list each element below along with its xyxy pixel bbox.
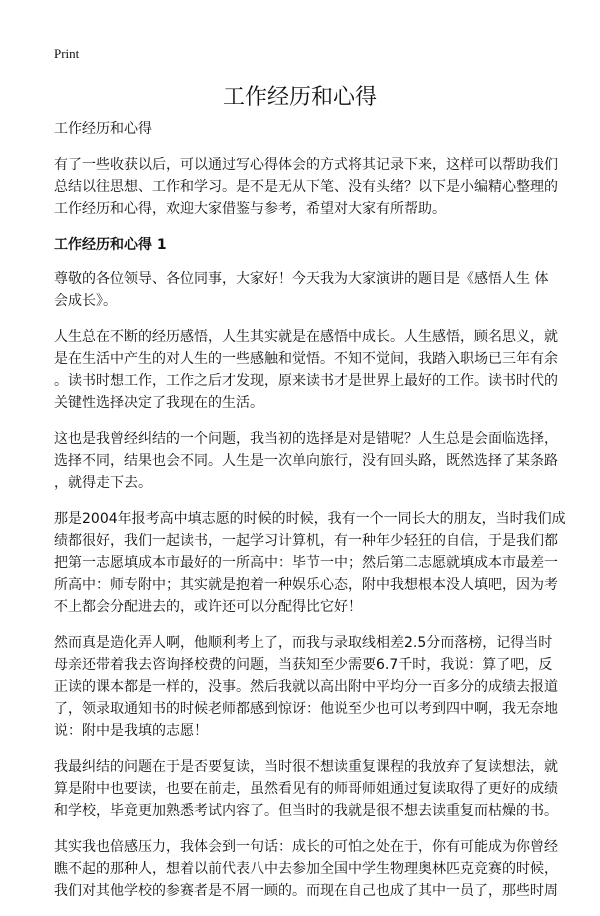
text-line: 。读书时想工作，工作之后才发现，原来读书才是世界上最好的工作。读书时代的	[54, 373, 558, 389]
text-line: 总结以往思想、工作和学习。是不是无从下笔、没有头绪？以下是小编精心整理的	[54, 179, 558, 195]
text-line: 所高中：师专附中；其实就是抱着一种娱乐心态，附中我想根本没人填吧，因为考	[54, 577, 558, 593]
text-line: 会成长》。	[54, 293, 117, 309]
text-line: 和学校，毕竟更加熟悉考试内容了。但当时的我就是很不想去读重复而枯燥的书。	[54, 803, 558, 819]
text-line: 把第一志愿填成本市最好的一所高中：毕节一中；然后第二志愿就填成本市最差一	[54, 555, 558, 571]
page-title: 工作经历和心得	[222, 85, 377, 110]
intro-paragraph	[54, 154, 558, 220]
text-line: 这也是我曾经纠结的一个问题，我当初的选择是对是错呢？人生总是会面临选择，	[54, 431, 558, 447]
body-paragraph	[54, 508, 566, 618]
text-line: 是在生活中产生的对人生的一些感触和觉悟。不知不觉间，我踏入职场已三年有余	[54, 351, 558, 367]
text-line: 那是2004年报考高中填志愿的时候的时候，我有一个一同长大的朋友，当时我们成	[54, 511, 566, 527]
text-line: 绩都很好，我们一起读书，一起学习计算机，有一种年少轻狂的自信，于是我们都	[54, 533, 558, 549]
text-line: 关键性选择决定了我现在的生活。	[54, 395, 264, 411]
body-paragraph	[54, 326, 558, 414]
article-body	[54, 118, 566, 916]
text-line: 工作经历和心得，欢迎大家借鉴与参考，希望对大家有所帮助。	[54, 201, 446, 217]
section-paragraphs	[54, 268, 566, 902]
text-line: 算是附中也要读，也要在前走，虽然看见有的师哥师姐通过复读取得了更好的成绩	[54, 781, 558, 797]
body-paragraph	[54, 428, 558, 494]
text-line: 其实我也倍感压力，我体会到一句话：成长的可怕之处在于，你有可能成为你曾经	[54, 839, 558, 855]
text-line: 尊敬的各位领导、各位同事，大家好！今天我为大家演讲的题目是《感悟人生 体	[54, 271, 549, 287]
text-line: 我最纠结的问题在于是否要复读，当时很不想读重复课程的我放弃了复读想法，就	[54, 759, 558, 775]
text-line: 选择不同，结果也会不同。人生是一次单向旅行，没有回头路，既然选择了某条路	[54, 453, 558, 469]
text-line: 不上都会分配进去的，或许还可以分配得比它好！	[54, 599, 362, 615]
text-line: 了，领录取通知书的时候老师都感到惊讶：他说至少也可以考到四中啊，我无奈地	[54, 701, 558, 717]
text-line: 有了一些收获以后，可以通过写心得体会的方式将其记录下来，这样可以帮助我们	[54, 157, 558, 173]
body-paragraph	[54, 632, 558, 742]
text-line: 人生总在不断的经历感悟，人生其实就是在感悟中成长。人生感悟，顾名思义，就	[54, 329, 558, 345]
text-line: 母亲还带着我去咨询择校费的问题，当获知至少需要6.7千时，我说：算了吧，反	[54, 657, 553, 673]
body-paragraph	[54, 756, 558, 822]
body-paragraph	[54, 836, 558, 902]
section-heading: 工作经历和心得 1	[54, 237, 167, 253]
text-line: ，就得走下去。	[54, 475, 152, 491]
print-link[interactable]: Print	[54, 46, 80, 61]
body-paragraph	[54, 268, 554, 312]
text-line: 我们对其他学校的参赛者是不屑一顾的。而现在自己也成了其中一员了，那些时周	[54, 883, 558, 899]
text-line: 瞧不起的那种人，想着以前代表八中去参加全国中学生物理奥林匹克竞赛的时候，	[54, 861, 558, 877]
text-line: 然而真是造化弄人啊，他顺利考上了，而我与录取线相差2.5分而落榜，记得当时	[54, 635, 553, 651]
text-line: 说：附中是我填的志愿！	[54, 723, 208, 739]
article-subtitle: 工作经历和心得	[54, 121, 152, 137]
text-line: 正读的课本都是一样的，没事。然后我就以高出附中平均分一百多分的成绩去报道	[54, 679, 558, 695]
